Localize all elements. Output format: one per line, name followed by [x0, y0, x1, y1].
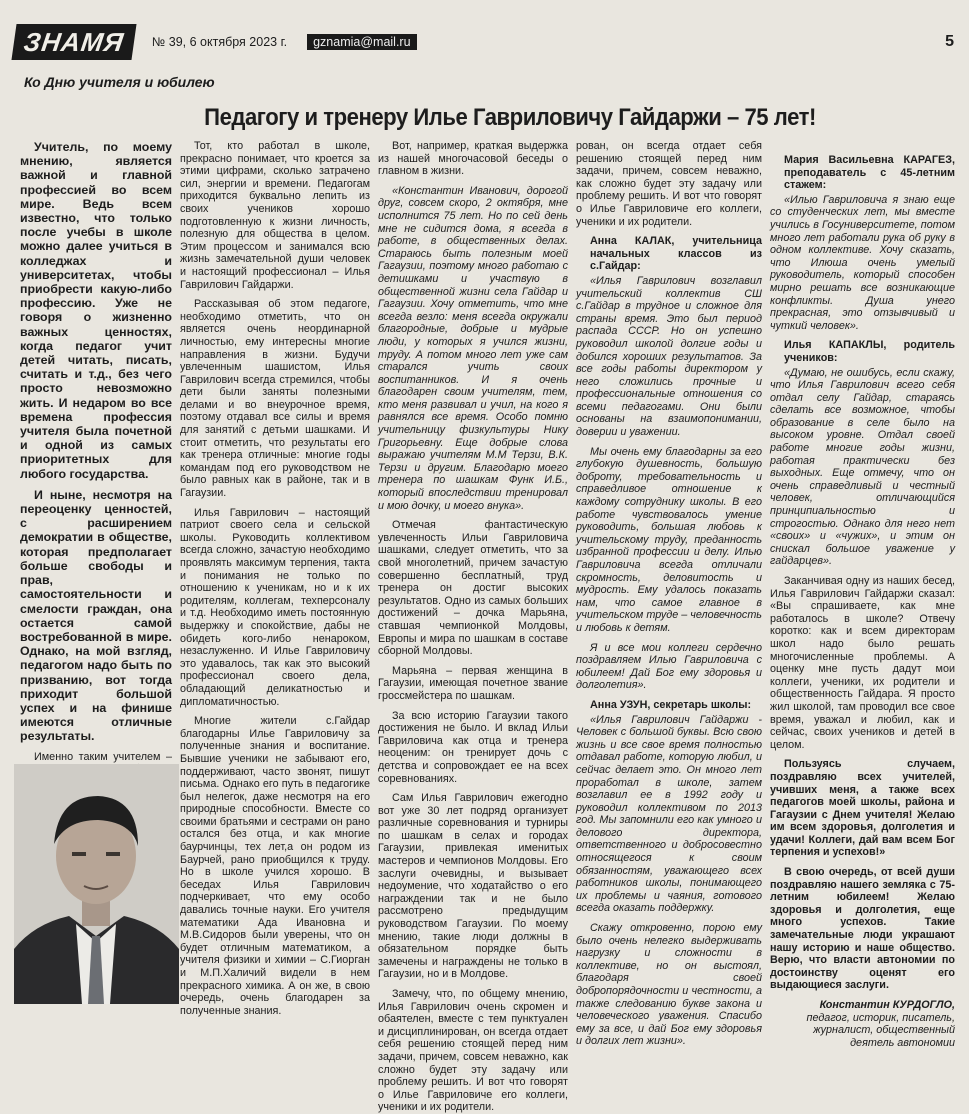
paragraph: Рассказывая об этом педагоге, необходимо отметить, что он является очень неординарной личностью, ему интересны многие направления в жизни. Будучи увлеченным шашистом, Илья Гаврилович всегда стремился, чтобы дети были заняты полезными делами и во внеурочное время, поэтому отдавал все силы и время для занятий с детьми шашками. И стоит отметить, что результаты его как тренера отличные: многие годы командам под его руководством не было равных как в районе, так и в Гагаузии. [180, 298, 370, 500]
column-5 [770, 148, 955, 1049]
portrait-photo [14, 764, 179, 1004]
column-2 [180, 140, 370, 1020]
section-rubric: Ко Дню учителя и юбилею [24, 74, 215, 90]
quote-paragraph: Мы очень ему благодарны за его глубокую душевность, большую доброту, требовательность и справедливое отношение к каждому сотруднику школы. В его работе чувствовалось умение руководить, большая любовь к учительскому труду, преданность избранной профессии и делу. Илью Гавриловича всегда отличали скромность, деловитость и мудрость. Ему удалось показать нам, что самое главное в учительском труде – человечность и любовь к детям. [576, 445, 762, 634]
email-address: gznamia@mail.ru [307, 34, 416, 50]
paragraph: Илья Гаврилович – настоящий патриот своего села и сельской школы. Руководить коллективом всегда сложно, зачастую необходимо проявлять максимум терпения, такта и понимания не только по отношению к ученикам, но и к их родителям, коллегам, техперсоналу и т.д. Необходимо иметь постоянную выдержку и спокойствие, дабы не обидеть кого-либо ненароком, незаслуженно. И Илье Гавриловичу это удавалось, так как это высокий профессионал своего дела, обладающий деликатностью и дипломатичностью. [180, 506, 370, 708]
paragraph: Заканчивая одну из наших бесед, Илья Гаврилович Гайдаржи сказал: «Вы спрашиваете, как мне работалось в школе? Отвечу коротко: как и всем директорам школ надо было решать многочисленные проблемы. А оценку мне пусть дадут мои коллеги, ученики, их родители и общественность Гайдара. Я просто жил школой, там проводил все свое время, уважал и любил, как и сейчас, своих учеников и детей в целом. [770, 575, 955, 751]
paragraph: За всю историю Гагаузии такого достижения не было. И вклад Ильи Гавриловича как отца и тренера неоценим: он тренирует дочь с детства и сопровождает ее на всех соревнованиях. [378, 709, 568, 785]
greeting-paragraph: Пользуясь случаем, поздравляю всех учителей, учивших меня, а также всех педагогов моей школы, района и Гагаузии с Днем учителя! Желаю им всем здоровья, долголетия и удачи! Коллеги, дай вам всем Бог терпения и успехов!» [770, 758, 955, 859]
quote-author: Мария Васильевна КАРАГЕЗ, преподаватель с 45-летним стажем: [784, 154, 955, 192]
paragraph: Отмечая фантастическую увлеченность Ильи Гавриловича шашками, следует отметить, что за свой многолетний, причем зачастую совершенно бесплатный, труд тренера он достиг высоких результатов. Одно из самых больших достижений – дочка Марьяна, ставшая чемпионкой Молдовы, Европы и мира по шашкам в составе сборной Молдовы. [378, 519, 568, 658]
quote-paragraph: Скажу откровенно, порою ему было очень нелегко выдерживать нагрузку и сложности в коллективе, но он выстоял, благодаря своей добропорядочности и честности, а также следованию букве закона и человеческого уважения. Спасибо ему за все, и дай Бог ему здоровья и долгих лет жизни». [576, 922, 762, 1048]
author-title: педагог, историк, писатель, журналист, общественный деятель автономии [806, 1011, 955, 1049]
paragraph: Марьяна – первая женщина в Гагаузии, имеющая почетное звание гроссмейстера по шашкам. [378, 664, 568, 702]
quote-author: Анна КАЛАК, учительница начальных классов из с.Гайдар: [590, 235, 762, 273]
page-number: 5 [945, 33, 954, 50]
newspaper-logo: ЗНАМЯ [11, 24, 136, 60]
portrait-illustration [14, 764, 179, 1004]
lead-paragraph-2: И ныне, несмотря на переоценку ценностей, с расширением демократии в обществе, которая предполагает больше свободы и прав, самостоятельности и смелости граждан, она остается самой востребованной в мире. Однако, на мой взгляд, педагогом надо быть по призванию, вот тогда приходит большой успех и на финише имеются отличные результаты. [20, 487, 172, 744]
lead-paragraph-1: Учитель, по моему мнению, является важной и главной профессией во всем мире. Ведь всем известно, что только после учебы в школе можно далее учиться в колледжах и университетах, чтобы приобрести какую-либо профессию. Уже не говоря о жизненно важных ценностях, когда педагог учит детей читать, писать, считать и т.д., без чего просто невозможно жить. И недаром во все времена профессия учителя была почетной и одной из самых приоритетных для любого государства. [20, 140, 172, 481]
quote-author: Анна УЗУН, секретарь школы: [590, 698, 752, 711]
quote-paragraph: «Думаю, не ошибусь, если скажу, что Илья Гаврилович всего себя отдал селу Гайдар, стараясь сделать все возможное, чтобы образование в селе было на высоком уровне. Отдал своей работе многие годы жизни, работая практически без выходных. Еще отмечу, что он очень справедливый и честный человек, отличающийся принципиальностью и строгостью. Однако для него нет «своих» и «чужих», и этим он снискал большое уважение у гайдарцев». [770, 366, 955, 568]
paragraph: Вот, например, краткая выдержка из нашей многочасовой беседы о главном в жизни. [378, 140, 568, 178]
quote-paragraph: «Константин Иванович, дорогой друг, совсем скоро, 2 октября, мне исполнится 75 лет. Но по сей день мне не сидится дома, я всегда в работе, в общественных делах. Стараюсь быть полезным моей Гагаузии, поэтому много работаю с детишками и участвую в общественной жизни села Гайдар и Гагаузии. Хочу отметить, что мне всегда везло: меня всегда окружали благородные, добрые и мудрые люди, у которых я учился жизни, труду. А потом много лет уже сам старался учить своих воспитанников. И я очень благодарен своим учителям, тем, кто меня развивал и учил, на кого я равнялся все время. Особо помню учительницу физкультуры Нику Григорьевну. Еще добрые слова выражаю учителям М.М Терзи, В.К. Терзи и другим. Благодарю моего тренера по шашкам Функ И.Б., который впоследствии тренировал и мою дочку, и моего внука». [378, 184, 568, 512]
quote-paragraph: «Илья Гаврилович Гайдаржи - Человек с большой буквы. Всю свою жизнь и все свое время полностью отдавал работе, которую любил, и сейчас делает это. Он много лет проработал в школе, затем возглавил ее в 1992 году и руководил коллективом по 2013 год. Мы запомнили его как умного и делового директора, ответственного и добросовестно относящегося к своим обязанностям, уважающего всех работников школы, понимающего их проблемы и чаяния, готового всегда оказать поддержку. [576, 713, 762, 915]
paragraph: рован, он всегда отдает себя решению стоящей перед ним задачи, причем, совсем неважно, как сложно будет эту задачу или проблему решить. И вот что говорят о Илье Гавриловиче его коллеги, ученики и их родители. [576, 140, 762, 228]
author-name: Константин КУРДОГЛО, [819, 999, 955, 1011]
masthead [14, 22, 954, 62]
paragraph: Многие жители с.Гайдар благодарны Илье Гавриловичу за полученные знания и воспитание. Бывшие ученики не забывают его, поддерживают, часто звонят, пишут письма. Однако его путь в педагогике был нелегок, даже несмотря на его природные способности. Вместе со своими братьями и сестрами он рано остался без отца, и как многие баурчинцы, тех лет,а он родом из Баурчей, рано приобщился к труду. Но в школе учился хорошо. В беседах Илья Гаврилович подчеркивает, что ему особо давались точные науки. Его учителя математики Ада Ивановна и М.В.Сидоров были уверены, что он будет отличным математиком, а учителя физики и химии – С.Гиорган и М.П.Халичий видели в нем прекрасного химика. А он же, в свою очередь, очень благодарен за полученные знания. [180, 715, 370, 1017]
paragraph: Тот, кто работал в школе, прекрасно понимает, что кроется за этими цифрами, сколько затрачено сил, энергии и времени. Педагогам приходится буквально лепить из своих учеников хорошо подготовленную к жизни личность, полезную для общества в целом. Этим процессом и занимался всю жизнь замечательной души человек и настоящий профессионал – Илья Гаврилович Гайдаржи. [180, 140, 370, 291]
column-4 [576, 140, 762, 1048]
issue-info: № 39, 6 октября 2023 г. [151, 35, 288, 49]
author-signature [770, 999, 955, 1049]
paragraph: Сам Илья Гаврилович ежегодно вот уже 30 лет подряд организует различные соревнования и турниры по шашкам в селах и городах Гагаузии, привлекая именитых мастеров и чемпионов Молдовы. Его заслуги очевидны, и вызывает недоумение, что ходатайство о его награждении так и не было рассмотрено предыдущим руководством Гагаузии. По моему мнению, такие люди должны в обязательном порядке быть замечены и награждены не только в Гагаузии, но и в Молдове. [378, 792, 568, 981]
column-3 [378, 140, 568, 1114]
paragraph: Замечу, что, по общему мнению, Илья Гаврилович очень скромен и обаятелен, вместе с тем пунктуален и дисциплинирован, он всегда отдает себя решению стоящей перед ним задачи, причем, совсем неважно, как сложно будет эту задачу или проблему решить. И вот что говорят о Илье Гавриловиче его коллеги, ученики и их родители. [378, 988, 568, 1114]
quote-author: Илья КАПАКЛЫ, родитель учеников: [784, 339, 955, 364]
quote-paragraph: Я и все мои коллеги сердечно поздравляем Илью Гавриловича с юбилеем! Дай Бог ему здоровья и долголетия». [576, 641, 762, 692]
closing-paragraph: В свою очередь, от всей души поздравляю нашего земляка с 75-летним юбилеем! Желаю здоровья и долголетия, еще много успехов. Такие замечательные люди украшают нашу историю и наше общество. Верю, что власти автономии по достоинству оценят его выдающиеся заслуги. [770, 866, 955, 992]
intro-text-a: Именно таким учителем – [34, 750, 172, 763]
quote-paragraph: «Илью Гавриловича я знаю еще со студенческих лет, мы вместе учились в Госуниверситете, потом много лет работали рука об руку в одном коллективе. Хочу сказать, что Илюша очень умелый руководитель, который способен мирно решать все возникающие конфликты. Душа унего прекрасная, это отзывчивый и чуткий человек». [770, 193, 955, 332]
article-headline: Педагогу и тренеру Илье Гавриловичу Гайдаржи – 75 лет! [204, 104, 816, 131]
quote-paragraph: «Илья Гаврилович возглавил учительский коллектив СШ с.Гайдар в трудное и сложное для страны время. Это был период распада СССР. Но он успешно руководил школой долгие годы и добился хороших результатов. За все годы работы директором у него сложились прочные и профессиональные отношения со всеми педагогами. Они были основаны на взаимопонимании, доверии и уважении. [576, 274, 762, 439]
column-1 [20, 140, 172, 763]
